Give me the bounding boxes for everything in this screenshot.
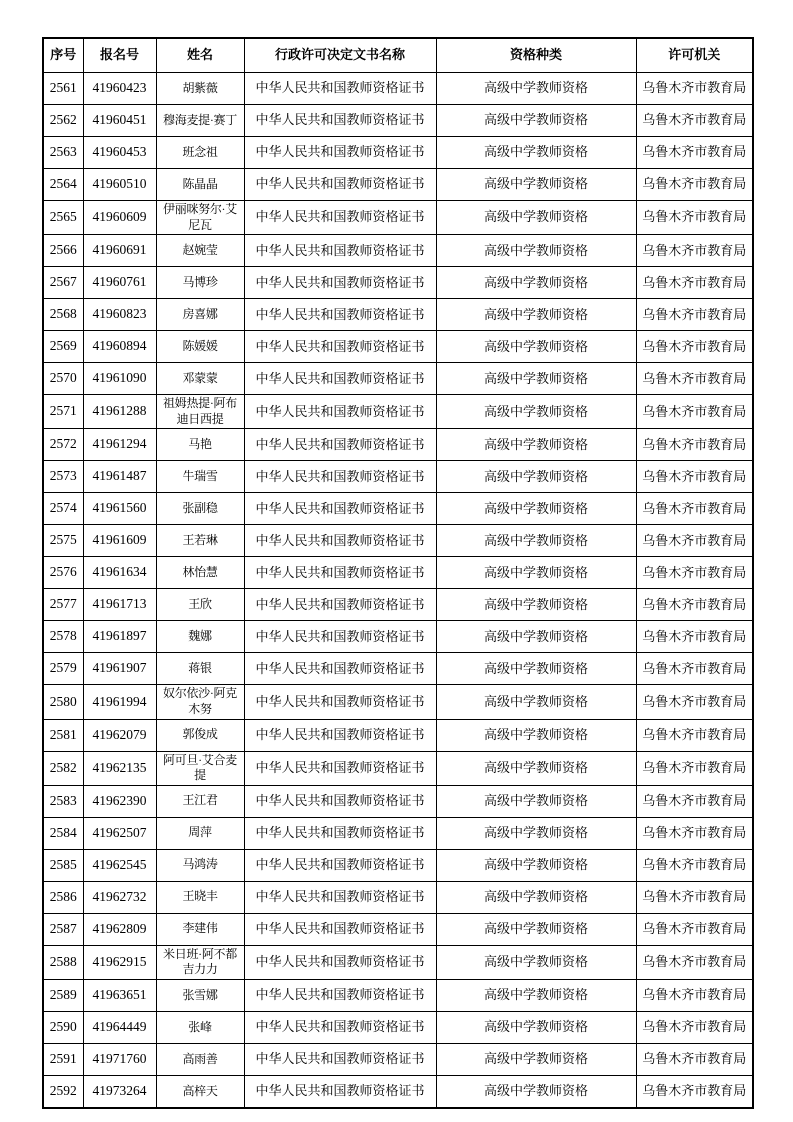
cell-seq: 2585: [43, 849, 83, 881]
cell-reg: 41962809: [83, 913, 156, 945]
cell-type: 高级中学教师资格: [436, 817, 636, 849]
cell-seq: 2574: [43, 493, 83, 525]
cell-name: 蒋银: [156, 653, 244, 685]
cell-type: 高级中学教师资格: [436, 363, 636, 395]
cell-reg: 41960691: [83, 235, 156, 267]
cell-seq: 2578: [43, 621, 83, 653]
cell-doc: 中华人民共和国教师资格证书: [244, 331, 436, 363]
cell-type: 高级中学教师资格: [436, 913, 636, 945]
table-row: [43, 785, 753, 817]
cell-type: 高级中学教师资格: [436, 235, 636, 267]
cell-seq: 2586: [43, 881, 83, 913]
col-header-registration-no: 报名号: [83, 38, 156, 73]
cell-authority: 乌鲁木齐市教育局: [636, 881, 753, 913]
cell-seq: 2590: [43, 1011, 83, 1043]
table-row: [43, 461, 753, 493]
cell-doc: 中华人民共和国教师资格证书: [244, 201, 436, 235]
cell-authority: 乌鲁木齐市教育局: [636, 169, 753, 201]
cell-type: 高级中学教师资格: [436, 1011, 636, 1043]
cell-doc: 中华人民共和国教师资格证书: [244, 621, 436, 653]
cell-name: 陈晶晶: [156, 169, 244, 201]
cell-seq: 2561: [43, 73, 83, 105]
cell-doc: 中华人民共和国教师资格证书: [244, 557, 436, 589]
cell-authority: 乌鲁木齐市教育局: [636, 849, 753, 881]
cell-type: 高级中学教师资格: [436, 395, 636, 429]
table-row: [43, 429, 753, 461]
cell-doc: 中华人民共和国教师资格证书: [244, 429, 436, 461]
cell-name: 林怡慧: [156, 557, 244, 589]
cell-doc: 中华人民共和国教师资格证书: [244, 395, 436, 429]
table-row: [43, 817, 753, 849]
cell-authority: 乌鲁木齐市教育局: [636, 429, 753, 461]
cell-seq: 2569: [43, 331, 83, 363]
cell-name: 陈媛媛: [156, 331, 244, 363]
cell-doc: 中华人民共和国教师资格证书: [244, 589, 436, 621]
cell-reg: 41961994: [83, 685, 156, 719]
cell-doc: 中华人民共和国教师资格证书: [244, 1075, 436, 1108]
cell-authority: 乌鲁木齐市教育局: [636, 267, 753, 299]
cell-type: 高级中学教师资格: [436, 653, 636, 685]
cell-type: 高级中学教师资格: [436, 979, 636, 1011]
cell-reg: 41962135: [83, 751, 156, 785]
cell-name: 邓蒙蒙: [156, 363, 244, 395]
cell-type: 高级中学教师资格: [436, 137, 636, 169]
cell-authority: 乌鲁木齐市教育局: [636, 719, 753, 751]
cell-seq: 2581: [43, 719, 83, 751]
table-row: [43, 1011, 753, 1043]
table-row: [43, 1043, 753, 1075]
cell-name: 牛瑞雪: [156, 461, 244, 493]
cell-seq: 2570: [43, 363, 83, 395]
cell-authority: 乌鲁木齐市教育局: [636, 685, 753, 719]
cell-seq: 2583: [43, 785, 83, 817]
table-row: [43, 653, 753, 685]
table-row: [43, 751, 753, 785]
cell-type: 高级中学教师资格: [436, 621, 636, 653]
cell-type: 高级中学教师资格: [436, 105, 636, 137]
cell-reg: 41961634: [83, 557, 156, 589]
cell-name: 郭俊成: [156, 719, 244, 751]
cell-type: 高级中学教师资格: [436, 299, 636, 331]
table-row: [43, 525, 753, 557]
cell-seq: 2591: [43, 1043, 83, 1075]
cell-doc: 中华人民共和国教师资格证书: [244, 1043, 436, 1075]
table-row: [43, 493, 753, 525]
col-header-seq: 序号: [43, 38, 83, 73]
cell-name: 祖姆热提·阿布迪日西提: [156, 395, 244, 429]
cell-reg: 41960609: [83, 201, 156, 235]
cell-authority: 乌鲁木齐市教育局: [636, 913, 753, 945]
cell-name: 穆海麦提·赛丁: [156, 105, 244, 137]
table-row: [43, 913, 753, 945]
cell-seq: 2563: [43, 137, 83, 169]
table-row: [43, 945, 753, 979]
cell-name: 米日班·阿不都吉力力: [156, 945, 244, 979]
cell-reg: 41961560: [83, 493, 156, 525]
cell-doc: 中华人民共和国教师资格证书: [244, 493, 436, 525]
cell-name: 王若琳: [156, 525, 244, 557]
cell-seq: 2572: [43, 429, 83, 461]
cell-seq: 2573: [43, 461, 83, 493]
cell-name: 张峰: [156, 1011, 244, 1043]
cell-type: 高级中学教师资格: [436, 1075, 636, 1108]
cell-type: 高级中学教师资格: [436, 461, 636, 493]
cell-type: 高级中学教师资格: [436, 849, 636, 881]
cell-reg: 41961487: [83, 461, 156, 493]
cell-seq: 2564: [43, 169, 83, 201]
table-row: [43, 589, 753, 621]
cell-authority: 乌鲁木齐市教育局: [636, 621, 753, 653]
cell-seq: 2580: [43, 685, 83, 719]
cell-name: 高梓天: [156, 1075, 244, 1108]
table-row: [43, 267, 753, 299]
cell-doc: 中华人民共和国教师资格证书: [244, 849, 436, 881]
cell-doc: 中华人民共和国教师资格证书: [244, 363, 436, 395]
cell-seq: 2588: [43, 945, 83, 979]
table-body: [43, 73, 753, 1108]
cell-reg: 41963651: [83, 979, 156, 1011]
table-row: [43, 719, 753, 751]
cell-doc: 中华人民共和国教师资格证书: [244, 105, 436, 137]
table-row: [43, 849, 753, 881]
cell-name: 王江君: [156, 785, 244, 817]
cell-type: 高级中学教师资格: [436, 685, 636, 719]
cell-seq: 2582: [43, 751, 83, 785]
cell-name: 胡紫薇: [156, 73, 244, 105]
cell-reg: 41973264: [83, 1075, 156, 1108]
cell-doc: 中华人民共和国教师资格证书: [244, 817, 436, 849]
cell-authority: 乌鲁木齐市教育局: [636, 105, 753, 137]
cell-type: 高级中学教师资格: [436, 719, 636, 751]
cell-seq: 2584: [43, 817, 83, 849]
cell-type: 高级中学教师资格: [436, 1043, 636, 1075]
table-row: [43, 299, 753, 331]
cell-doc: 中华人民共和国教师资格证书: [244, 719, 436, 751]
cell-authority: 乌鲁木齐市教育局: [636, 1011, 753, 1043]
header-row: [43, 38, 753, 73]
cell-name: 马博珍: [156, 267, 244, 299]
cell-name: 阿可旦·艾合麦提: [156, 751, 244, 785]
col-header-license-doc: 行政许可决定文书名称: [244, 38, 436, 73]
cell-doc: 中华人民共和国教师资格证书: [244, 945, 436, 979]
cell-type: 高级中学教师资格: [436, 945, 636, 979]
cell-reg: 41962915: [83, 945, 156, 979]
cell-doc: 中华人民共和国教师资格证书: [244, 267, 436, 299]
cell-authority: 乌鲁木齐市教育局: [636, 751, 753, 785]
cell-authority: 乌鲁木齐市教育局: [636, 201, 753, 235]
cell-reg: 41961288: [83, 395, 156, 429]
cell-reg: 41961090: [83, 363, 156, 395]
cell-type: 高级中学教师资格: [436, 169, 636, 201]
table-row: [43, 73, 753, 105]
cell-authority: 乌鲁木齐市教育局: [636, 785, 753, 817]
cell-seq: 2571: [43, 395, 83, 429]
cell-doc: 中华人民共和国教师资格证书: [244, 525, 436, 557]
table-row: [43, 169, 753, 201]
cell-authority: 乌鲁木齐市教育局: [636, 817, 753, 849]
cell-authority: 乌鲁木齐市教育局: [636, 299, 753, 331]
table-row: [43, 685, 753, 719]
cell-type: 高级中学教师资格: [436, 267, 636, 299]
cell-reg: 41960423: [83, 73, 156, 105]
cell-name: 高雨善: [156, 1043, 244, 1075]
cell-reg: 41960894: [83, 331, 156, 363]
cell-authority: 乌鲁木齐市教育局: [636, 73, 753, 105]
cell-authority: 乌鲁木齐市教育局: [636, 979, 753, 1011]
cell-name: 赵婉莹: [156, 235, 244, 267]
cell-name: 周萍: [156, 817, 244, 849]
cell-doc: 中华人民共和国教师资格证书: [244, 685, 436, 719]
cell-doc: 中华人民共和国教师资格证书: [244, 299, 436, 331]
cell-name: 张副稳: [156, 493, 244, 525]
cell-seq: 2592: [43, 1075, 83, 1108]
cell-type: 高级中学教师资格: [436, 525, 636, 557]
cell-doc: 中华人民共和国教师资格证书: [244, 785, 436, 817]
cell-doc: 中华人民共和国教师资格证书: [244, 1011, 436, 1043]
cell-seq: 2566: [43, 235, 83, 267]
cell-doc: 中华人民共和国教师资格证书: [244, 881, 436, 913]
table-row: [43, 1075, 753, 1108]
cell-type: 高级中学教师资格: [436, 73, 636, 105]
cell-name: 奴尔依沙·阿克木努: [156, 685, 244, 719]
table-row: [43, 201, 753, 235]
cell-name: 李建伟: [156, 913, 244, 945]
cell-reg: 41961713: [83, 589, 156, 621]
cell-name: 班念祖: [156, 137, 244, 169]
cell-authority: 乌鲁木齐市教育局: [636, 1043, 753, 1075]
cell-seq: 2575: [43, 525, 83, 557]
table-row: [43, 331, 753, 363]
col-header-name: 姓名: [156, 38, 244, 73]
cell-name: 王晓丰: [156, 881, 244, 913]
cell-reg: 41961907: [83, 653, 156, 685]
cell-doc: 中华人民共和国教师资格证书: [244, 461, 436, 493]
cell-doc: 中华人民共和国教师资格证书: [244, 169, 436, 201]
cell-authority: 乌鲁木齐市教育局: [636, 395, 753, 429]
cell-type: 高级中学教师资格: [436, 557, 636, 589]
cell-seq: 2562: [43, 105, 83, 137]
cell-reg: 41960451: [83, 105, 156, 137]
cell-authority: 乌鲁木齐市教育局: [636, 557, 753, 589]
table-row: [43, 557, 753, 589]
cell-type: 高级中学教师资格: [436, 881, 636, 913]
cell-seq: 2587: [43, 913, 83, 945]
cell-name: 马鸿涛: [156, 849, 244, 881]
table-row: [43, 137, 753, 169]
cell-reg: 41960823: [83, 299, 156, 331]
cell-reg: 41962390: [83, 785, 156, 817]
cell-name: 张雪娜: [156, 979, 244, 1011]
cell-doc: 中华人民共和国教师资格证书: [244, 653, 436, 685]
teacher-license-table: [42, 37, 754, 1109]
col-header-qualification-type: 资格种类: [436, 38, 636, 73]
cell-reg: 41962079: [83, 719, 156, 751]
cell-authority: 乌鲁木齐市教育局: [636, 653, 753, 685]
cell-reg: 41961897: [83, 621, 156, 653]
cell-reg: 41960761: [83, 267, 156, 299]
cell-doc: 中华人民共和国教师资格证书: [244, 235, 436, 267]
cell-reg: 41961609: [83, 525, 156, 557]
cell-seq: 2568: [43, 299, 83, 331]
cell-reg: 41964449: [83, 1011, 156, 1043]
table-row: [43, 363, 753, 395]
cell-type: 高级中学教师资格: [436, 331, 636, 363]
cell-type: 高级中学教师资格: [436, 493, 636, 525]
cell-doc: 中华人民共和国教师资格证书: [244, 979, 436, 1011]
table-row: [43, 881, 753, 913]
cell-name: 伊丽咪努尔·艾尼瓦: [156, 201, 244, 235]
table-row: [43, 235, 753, 267]
cell-type: 高级中学教师资格: [436, 785, 636, 817]
cell-authority: 乌鲁木齐市教育局: [636, 945, 753, 979]
cell-authority: 乌鲁木齐市教育局: [636, 137, 753, 169]
cell-authority: 乌鲁木齐市教育局: [636, 363, 753, 395]
cell-reg: 41961294: [83, 429, 156, 461]
cell-reg: 41962507: [83, 817, 156, 849]
cell-doc: 中华人民共和国教师资格证书: [244, 751, 436, 785]
table-row: [43, 395, 753, 429]
table-row: [43, 979, 753, 1011]
cell-authority: 乌鲁木齐市教育局: [636, 493, 753, 525]
cell-authority: 乌鲁木齐市教育局: [636, 525, 753, 557]
table-row: [43, 105, 753, 137]
cell-name: 房喜娜: [156, 299, 244, 331]
cell-type: 高级中学教师资格: [436, 429, 636, 461]
cell-reg: 41962545: [83, 849, 156, 881]
cell-authority: 乌鲁木齐市教育局: [636, 1075, 753, 1108]
cell-name: 王欣: [156, 589, 244, 621]
cell-reg: 41962732: [83, 881, 156, 913]
cell-seq: 2565: [43, 201, 83, 235]
cell-authority: 乌鲁木齐市教育局: [636, 235, 753, 267]
cell-seq: 2567: [43, 267, 83, 299]
cell-type: 高级中学教师资格: [436, 589, 636, 621]
cell-seq: 2576: [43, 557, 83, 589]
cell-seq: 2577: [43, 589, 83, 621]
cell-doc: 中华人民共和国教师资格证书: [244, 137, 436, 169]
cell-seq: 2579: [43, 653, 83, 685]
table-row: [43, 621, 753, 653]
col-header-licensing-authority: 许可机关: [636, 38, 753, 73]
cell-seq: 2589: [43, 979, 83, 1011]
cell-name: 魏娜: [156, 621, 244, 653]
cell-authority: 乌鲁木齐市教育局: [636, 461, 753, 493]
cell-reg: 41960453: [83, 137, 156, 169]
cell-doc: 中华人民共和国教师资格证书: [244, 913, 436, 945]
cell-type: 高级中学教师资格: [436, 201, 636, 235]
cell-reg: 41971760: [83, 1043, 156, 1075]
cell-name: 马艳: [156, 429, 244, 461]
cell-authority: 乌鲁木齐市教育局: [636, 331, 753, 363]
cell-doc: 中华人民共和国教师资格证书: [244, 73, 436, 105]
cell-reg: 41960510: [83, 169, 156, 201]
cell-authority: 乌鲁木齐市教育局: [636, 589, 753, 621]
cell-type: 高级中学教师资格: [436, 751, 636, 785]
